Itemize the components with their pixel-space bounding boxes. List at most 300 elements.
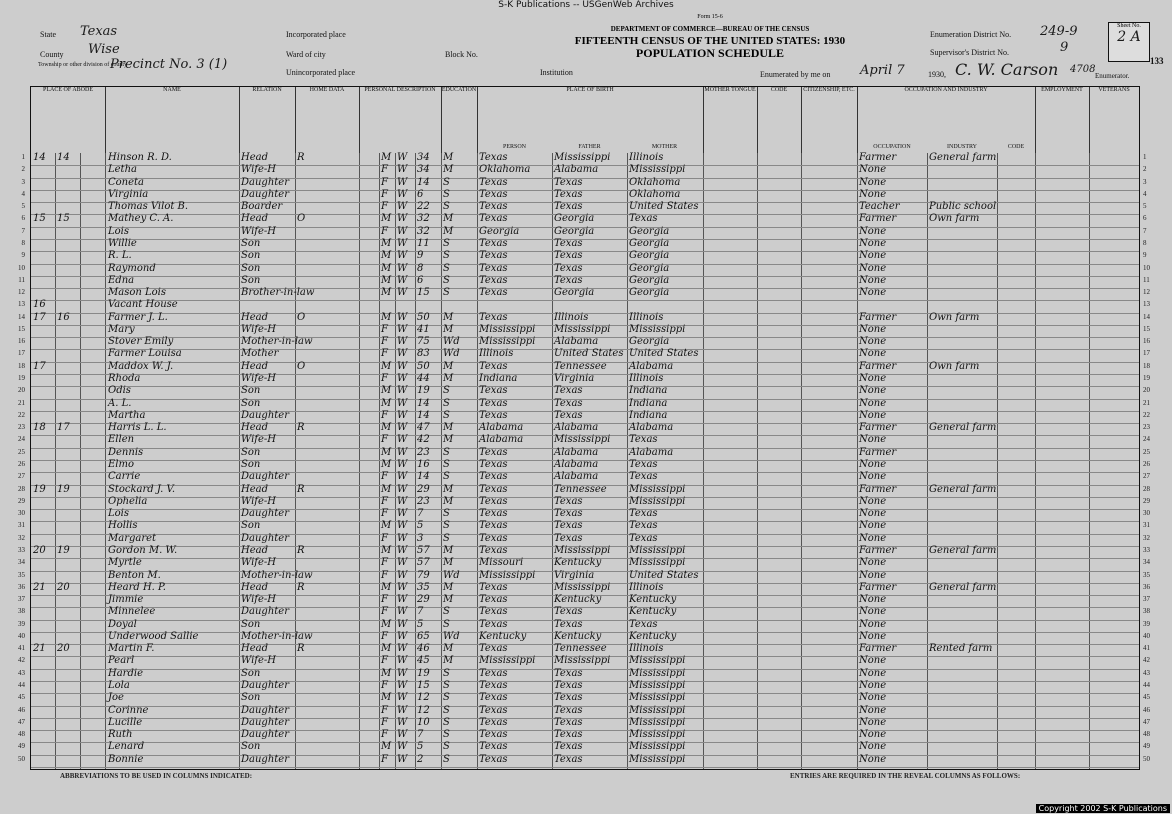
line-number-right: 24 bbox=[1143, 435, 1150, 444]
cell-bp: Texas bbox=[479, 287, 508, 299]
line-number: 20 bbox=[18, 386, 25, 395]
cell-mbp: Texas bbox=[629, 471, 658, 483]
cell-race: W bbox=[397, 360, 408, 372]
line-number: 19 bbox=[18, 374, 25, 383]
copyright: Copyright 2002 S-K Publications bbox=[1036, 804, 1170, 813]
cell-occ: None bbox=[859, 373, 887, 385]
cell-ind: General farm bbox=[929, 581, 997, 593]
cell-occ: None bbox=[859, 753, 887, 765]
cell-mbp: Oklahoma bbox=[629, 188, 681, 200]
cell-sex: F bbox=[381, 201, 388, 213]
cell-occ: None bbox=[859, 274, 887, 286]
cell-sex: M bbox=[381, 520, 392, 532]
cell-occ: None bbox=[859, 287, 887, 299]
cell-race: W bbox=[397, 409, 408, 421]
enumerated-date: April 7 bbox=[860, 63, 905, 78]
cell-rel: Head bbox=[241, 581, 269, 593]
cell-mar: S bbox=[443, 667, 450, 679]
line-number: 26 bbox=[18, 460, 25, 468]
cell-occ: None bbox=[859, 336, 887, 348]
cell-age: 14 bbox=[417, 409, 430, 421]
cell-ind: Own farm bbox=[929, 213, 980, 225]
cell-sex: F bbox=[381, 225, 388, 237]
col-place-of-abode: PLACE OF ABODE bbox=[31, 87, 106, 153]
cell-fbp: Mississippi bbox=[554, 655, 611, 667]
cell-mar: S bbox=[443, 606, 450, 618]
cell-dw: 16 bbox=[33, 299, 46, 311]
cell-age: 23 bbox=[417, 495, 430, 507]
cell-race: W bbox=[397, 287, 408, 299]
cell-occ: None bbox=[859, 692, 887, 704]
cell-ind: General farm bbox=[929, 544, 997, 556]
cell-fbp: Texas bbox=[554, 262, 583, 274]
line-number: 15 bbox=[18, 324, 25, 333]
cell-fbp: Alabama bbox=[554, 336, 599, 348]
cell-bp: Texas bbox=[479, 643, 508, 655]
line-number-right: 50 bbox=[1143, 754, 1150, 763]
cell-name: Coneta bbox=[108, 176, 145, 188]
cell-occ: None bbox=[859, 594, 887, 606]
cell-occ: Farmer bbox=[859, 483, 897, 495]
cell-name: Farmer J. L. bbox=[108, 311, 168, 323]
cell-sex: M bbox=[381, 262, 392, 274]
cell-name: Lenard bbox=[108, 741, 145, 753]
cell-name: Stockard J. V. bbox=[108, 483, 176, 495]
cell-own: R bbox=[297, 152, 305, 163]
cell-fbp: Texas bbox=[554, 753, 583, 765]
cell-name: Minnelee bbox=[108, 606, 156, 618]
cell-mar: S bbox=[443, 188, 450, 200]
line-number-right: 11 bbox=[1143, 275, 1150, 284]
cell-race: W bbox=[397, 164, 408, 176]
cell-name: Mason Lois bbox=[108, 287, 166, 299]
cell-age: 57 bbox=[417, 544, 430, 556]
cell-occ: None bbox=[859, 618, 887, 630]
cell-rel: Wife-H bbox=[241, 495, 277, 507]
cell-occ: None bbox=[859, 323, 887, 335]
col-mother-tongue: MOTHER TONGUE bbox=[703, 87, 758, 153]
cell-occ: None bbox=[859, 471, 887, 483]
cell-name: Jimmie bbox=[108, 594, 144, 606]
cell-ind: Rented farm bbox=[929, 643, 993, 655]
cell-mbp: Illinois bbox=[629, 152, 664, 163]
cell-race: W bbox=[397, 753, 408, 765]
cell-name: Myrtle bbox=[108, 557, 142, 569]
line-number: 8 bbox=[21, 238, 25, 247]
cell-age: 12 bbox=[417, 704, 430, 716]
cell-race: W bbox=[397, 201, 408, 213]
line-number: 27 bbox=[18, 472, 25, 481]
cell-occ: None bbox=[859, 729, 887, 741]
line-number: 24 bbox=[18, 435, 25, 444]
cell-dw: 18 bbox=[33, 422, 46, 434]
cell-mar: S bbox=[443, 287, 450, 299]
cell-age: 79 bbox=[417, 569, 430, 581]
cell-race: W bbox=[397, 741, 408, 753]
cell-mar: S bbox=[443, 692, 450, 704]
cell-mar: S bbox=[443, 520, 450, 532]
line-number: 43 bbox=[18, 668, 25, 677]
cell-sex: M bbox=[381, 152, 392, 163]
cell-age: 7 bbox=[417, 606, 424, 618]
line-number: 46 bbox=[18, 705, 25, 714]
cell-mbp: United States bbox=[629, 348, 699, 360]
cell-name: Vacant House bbox=[108, 299, 178, 311]
cell-race: W bbox=[397, 643, 408, 655]
line-number: 47 bbox=[18, 717, 25, 726]
cell-race: W bbox=[397, 237, 408, 249]
cell-occ: None bbox=[859, 557, 887, 569]
township-label: Township or other division of county bbox=[38, 62, 128, 68]
cell-bp: Texas bbox=[479, 397, 508, 409]
cell-age: 15 bbox=[417, 287, 430, 299]
cell-fam: 15 bbox=[57, 213, 70, 225]
line-number-right: 40 bbox=[1143, 631, 1150, 640]
cell-mar: M bbox=[443, 594, 454, 606]
cell-rel: Wife-H bbox=[241, 434, 277, 446]
cell-mar: M bbox=[443, 655, 454, 667]
cell-bp: Texas bbox=[479, 581, 508, 593]
cell-mar: Wd bbox=[443, 630, 460, 642]
cell-sex: F bbox=[381, 373, 388, 385]
line-number: 5 bbox=[21, 202, 25, 211]
cell-name: Ellen bbox=[108, 434, 135, 446]
line-number: 28 bbox=[18, 484, 25, 493]
line-number: 37 bbox=[18, 595, 25, 604]
institution-label: Institution bbox=[540, 68, 573, 77]
cell-fam: 20 bbox=[57, 581, 70, 593]
cell-bp: Texas bbox=[479, 446, 508, 458]
ward-label: Ward of city bbox=[286, 50, 326, 59]
cell-rel: Daughter bbox=[241, 680, 289, 692]
cell-race: W bbox=[397, 434, 408, 446]
cell-sex: M bbox=[381, 618, 392, 630]
cell-fbp: Texas bbox=[554, 520, 583, 532]
cell-mbp: Mississippi bbox=[629, 557, 686, 569]
cell-sex: F bbox=[381, 434, 388, 446]
line-number: 38 bbox=[18, 607, 25, 616]
cell-rel: Wife-H bbox=[241, 594, 277, 606]
cell-sex: M bbox=[381, 397, 392, 409]
line-number-right: 32 bbox=[1143, 533, 1150, 542]
line-number-right: 5 bbox=[1143, 202, 1147, 211]
cell-name: Doyal bbox=[108, 618, 137, 630]
unincorporated-label: Unincorporated place bbox=[286, 68, 356, 77]
line-number: 49 bbox=[18, 742, 25, 751]
cell-bp: Texas bbox=[479, 176, 508, 188]
cell-occ: None bbox=[859, 459, 887, 470]
cell-race: W bbox=[397, 262, 408, 274]
cell-sex: F bbox=[381, 716, 388, 728]
cell-race: W bbox=[397, 250, 408, 262]
cell-mar: S bbox=[443, 508, 450, 520]
line-number-right: 10 bbox=[1143, 263, 1150, 272]
cell-sex: M bbox=[381, 250, 392, 262]
cell-age: 35 bbox=[417, 581, 430, 593]
cell-mbp: Alabama bbox=[629, 446, 674, 458]
line-number: 44 bbox=[18, 681, 25, 690]
cell-fam: 19 bbox=[57, 544, 70, 556]
line-number: 42 bbox=[18, 656, 25, 665]
cell-occ: None bbox=[859, 385, 887, 397]
cell-name: Ruth bbox=[108, 729, 133, 741]
line-number-right: 29 bbox=[1143, 496, 1150, 505]
cell-race: W bbox=[397, 459, 408, 470]
line-number-right: 34 bbox=[1143, 558, 1150, 567]
line-number: 33 bbox=[18, 545, 25, 554]
line-number-right: 36 bbox=[1143, 582, 1150, 591]
col-citizenship: CITIZENSHIP, ETC. bbox=[801, 87, 858, 153]
cell-own: R bbox=[297, 581, 305, 593]
col-personal-description: PERSONAL DESCRIPTION bbox=[359, 87, 442, 153]
cell-sex: F bbox=[381, 594, 388, 606]
cell-age: 7 bbox=[417, 729, 424, 741]
cell-name: Lois bbox=[108, 225, 129, 237]
cell-mar: M bbox=[443, 360, 454, 372]
col-education: EDUCATION bbox=[441, 87, 478, 153]
cell-mbp: Texas bbox=[629, 618, 658, 630]
cell-race: W bbox=[397, 655, 408, 667]
cell-bp: Texas bbox=[479, 213, 508, 225]
cell-bp: Texas bbox=[479, 704, 508, 716]
cell-fbp: Illinois bbox=[554, 311, 589, 323]
cell-race: W bbox=[397, 188, 408, 200]
cell-sex: M bbox=[381, 483, 392, 495]
cell-fbp: Texas bbox=[554, 680, 583, 692]
cell-mar: S bbox=[443, 704, 450, 716]
cell-age: 57 bbox=[417, 557, 430, 569]
cell-fbp: Texas bbox=[554, 692, 583, 704]
cell-mar: Wd bbox=[443, 336, 460, 348]
cell-mar: S bbox=[443, 680, 450, 692]
line-number-right: 14 bbox=[1143, 312, 1150, 321]
enumerator-name: C. W. Carson bbox=[955, 60, 1059, 79]
line-number-right: 39 bbox=[1143, 619, 1150, 628]
cell-bp: Texas bbox=[479, 262, 508, 274]
township-value: Precinct No. 3 (1) bbox=[110, 57, 228, 72]
line-number-right: 26 bbox=[1143, 460, 1150, 468]
cell-name: Joe bbox=[108, 692, 124, 704]
cell-sex: F bbox=[381, 495, 388, 507]
line-number-right: 25 bbox=[1143, 447, 1150, 456]
cell-mbp: Mississippi bbox=[629, 495, 686, 507]
cell-fbp: Texas bbox=[554, 495, 583, 507]
cell-ind: General farm bbox=[929, 152, 997, 163]
cell-rel: Head bbox=[241, 544, 269, 556]
line-number: 9 bbox=[21, 251, 25, 260]
cell-sex: F bbox=[381, 532, 388, 544]
cell-occ: None bbox=[859, 397, 887, 409]
cell-age: 29 bbox=[417, 483, 430, 495]
cell-rel: Wife-H bbox=[241, 373, 277, 385]
cell-own: R bbox=[297, 483, 305, 495]
cell-name: Carrie bbox=[108, 471, 141, 483]
cell-sex: F bbox=[381, 655, 388, 667]
cell-name: A. L. bbox=[108, 397, 132, 409]
cell-occ: None bbox=[859, 409, 887, 421]
cell-name: Pearl bbox=[108, 655, 135, 667]
line-number-right: 45 bbox=[1143, 693, 1150, 702]
line-number-right: 46 bbox=[1143, 705, 1150, 714]
cell-rel: Son bbox=[241, 667, 261, 679]
cell-mar: S bbox=[443, 471, 450, 483]
col-home-data: HOME DATA bbox=[295, 87, 360, 153]
line-number-right: 8 bbox=[1143, 238, 1147, 247]
cell-fbp: Texas bbox=[554, 385, 583, 397]
cell-mbp: Mississippi bbox=[629, 753, 686, 765]
cell-dw: 20 bbox=[33, 544, 46, 556]
cell-rel: Daughter bbox=[241, 508, 289, 520]
col-veterans: VETERANS bbox=[1098, 87, 1130, 93]
cell-dw: 17 bbox=[33, 311, 46, 323]
cell-age: 6 bbox=[417, 274, 424, 286]
census-title: FIFTEENTH CENSUS OF THE UNITED STATES: 1930 bbox=[574, 35, 846, 47]
cell-age: 2 bbox=[417, 753, 424, 765]
cell-age: 7 bbox=[417, 508, 424, 520]
cell-sex: M bbox=[381, 692, 392, 704]
cell-mbp: Mississippi bbox=[629, 544, 686, 556]
cell-sex: M bbox=[381, 274, 392, 286]
line-number: 41 bbox=[18, 644, 25, 653]
cell-fbp: Tennessee bbox=[554, 643, 607, 655]
cell-age: 23 bbox=[417, 446, 430, 458]
cell-rel: Head bbox=[241, 483, 269, 495]
cell-name: Odis bbox=[108, 385, 131, 397]
cell-mbp: Texas bbox=[629, 508, 658, 520]
cell-rel: Daughter bbox=[241, 729, 289, 741]
cell-fbp: Texas bbox=[554, 508, 583, 520]
cell-mbp: Illinois bbox=[629, 373, 664, 385]
line-number-right: 41 bbox=[1143, 644, 1150, 653]
cell-sex: F bbox=[381, 557, 388, 569]
cell-mbp: Kentucky bbox=[629, 606, 677, 618]
cell-bp: Texas bbox=[479, 680, 508, 692]
cell-occ: Farmer bbox=[859, 311, 897, 323]
cell-bp: Mississippi bbox=[479, 569, 536, 581]
cell-fbp: Alabama bbox=[554, 446, 599, 458]
cell-occ: Farmer bbox=[859, 544, 897, 556]
cell-occ: None bbox=[859, 520, 887, 532]
cell-mbp: Mississippi bbox=[629, 164, 686, 176]
cell-fbp: Tennessee bbox=[554, 360, 607, 372]
cell-rel: Wife-H bbox=[241, 323, 277, 335]
cell-fbp: Georgia bbox=[554, 287, 595, 299]
cell-age: 5 bbox=[417, 618, 424, 630]
cell-bp: Texas bbox=[479, 753, 508, 765]
cell-race: W bbox=[397, 692, 408, 704]
cell-race: W bbox=[397, 311, 408, 323]
cell-occ: None bbox=[859, 434, 887, 446]
cell-name: Mathey C. A. bbox=[108, 213, 174, 225]
cell-sex: M bbox=[381, 667, 392, 679]
cell-name: Ophelia bbox=[108, 495, 148, 507]
cell-age: 12 bbox=[417, 692, 430, 704]
cell-occ: None bbox=[859, 680, 887, 692]
cell-race: W bbox=[397, 508, 408, 520]
cell-bp: Texas bbox=[479, 508, 508, 520]
cell-age: 32 bbox=[417, 213, 430, 225]
line-number-right: 28 bbox=[1143, 484, 1150, 493]
cell-name: Willie bbox=[108, 237, 137, 249]
cell-rel: Son bbox=[241, 250, 261, 262]
cell-fbp: Texas bbox=[554, 409, 583, 421]
cell-name: Edna bbox=[108, 274, 135, 286]
cell-rel: Daughter bbox=[241, 176, 289, 188]
cell-own: R bbox=[297, 643, 305, 655]
cell-bp: Texas bbox=[479, 618, 508, 630]
cell-name: Underwood Sallie bbox=[108, 630, 199, 642]
cell-mbp: Mississippi bbox=[629, 655, 686, 667]
cell-rel: Son bbox=[241, 618, 261, 630]
line-number: 30 bbox=[18, 509, 25, 518]
cell-age: 10 bbox=[417, 716, 430, 728]
cell-sex: M bbox=[381, 459, 392, 470]
cell-rel: Daughter bbox=[241, 704, 289, 716]
cell-name: Farmer Louisa bbox=[108, 348, 182, 360]
cell-age: 8 bbox=[417, 262, 424, 274]
enum-district-label: Enumeration District No. bbox=[930, 30, 1012, 39]
cell-sex: F bbox=[381, 508, 388, 520]
line-number: 45 bbox=[18, 693, 25, 702]
cell-name: Benton M. bbox=[108, 569, 161, 581]
cell-bp: Texas bbox=[479, 741, 508, 753]
cell-sex: F bbox=[381, 409, 388, 421]
col-name: NAME bbox=[105, 87, 240, 153]
cell-mar: S bbox=[443, 201, 450, 213]
line-number: 14 bbox=[18, 312, 25, 321]
cell-occ: None bbox=[859, 741, 887, 753]
cell-sex: F bbox=[381, 176, 388, 188]
cell-rel: Wife-H bbox=[241, 655, 277, 667]
cell-occ: Farmer bbox=[859, 422, 897, 434]
line-number: 7 bbox=[21, 226, 25, 235]
line-number: 39 bbox=[18, 619, 25, 628]
cell-occ: Teacher bbox=[859, 201, 900, 213]
cell-mbp: United States bbox=[629, 201, 699, 213]
cell-bp: Texas bbox=[479, 250, 508, 262]
line-number: 50 bbox=[18, 754, 25, 763]
cell-mar: S bbox=[443, 262, 450, 274]
form-title-block bbox=[560, 11, 860, 59]
cell-mbp: Mississippi bbox=[629, 483, 686, 495]
schedule-title: POPULATION SCHEDULE bbox=[635, 46, 785, 60]
enum-district-value: 249-9 bbox=[1040, 24, 1078, 39]
cell-mar: S bbox=[443, 618, 450, 630]
cell-mar: S bbox=[443, 729, 450, 741]
line-number: 23 bbox=[18, 423, 25, 432]
cell-bp: Texas bbox=[479, 520, 508, 532]
line-number: 48 bbox=[18, 730, 25, 739]
cell-own: O bbox=[297, 360, 306, 372]
cell-bp: Texas bbox=[479, 274, 508, 286]
cell-age: 32 bbox=[417, 225, 430, 237]
cell-ind: General farm bbox=[929, 483, 997, 495]
cell-fbp: Kentucky bbox=[554, 594, 602, 606]
cell-fbp: Mississippi bbox=[554, 323, 611, 335]
cell-dw: 17 bbox=[33, 360, 46, 372]
line-number: 12 bbox=[18, 288, 25, 297]
cell-mbp: Kentucky bbox=[629, 594, 677, 606]
supervisor-value: 9 bbox=[1060, 40, 1069, 55]
cell-mbp: Indiana bbox=[629, 385, 668, 397]
line-number-right: 2 bbox=[1143, 165, 1147, 174]
line-number-right: 38 bbox=[1143, 607, 1150, 616]
line-number-right: 42 bbox=[1143, 656, 1150, 665]
line-number-right: 4 bbox=[1143, 189, 1147, 198]
sheet-box bbox=[1108, 22, 1150, 62]
cell-mbp: Texas bbox=[629, 532, 658, 544]
cell-age: 9 bbox=[417, 250, 424, 262]
